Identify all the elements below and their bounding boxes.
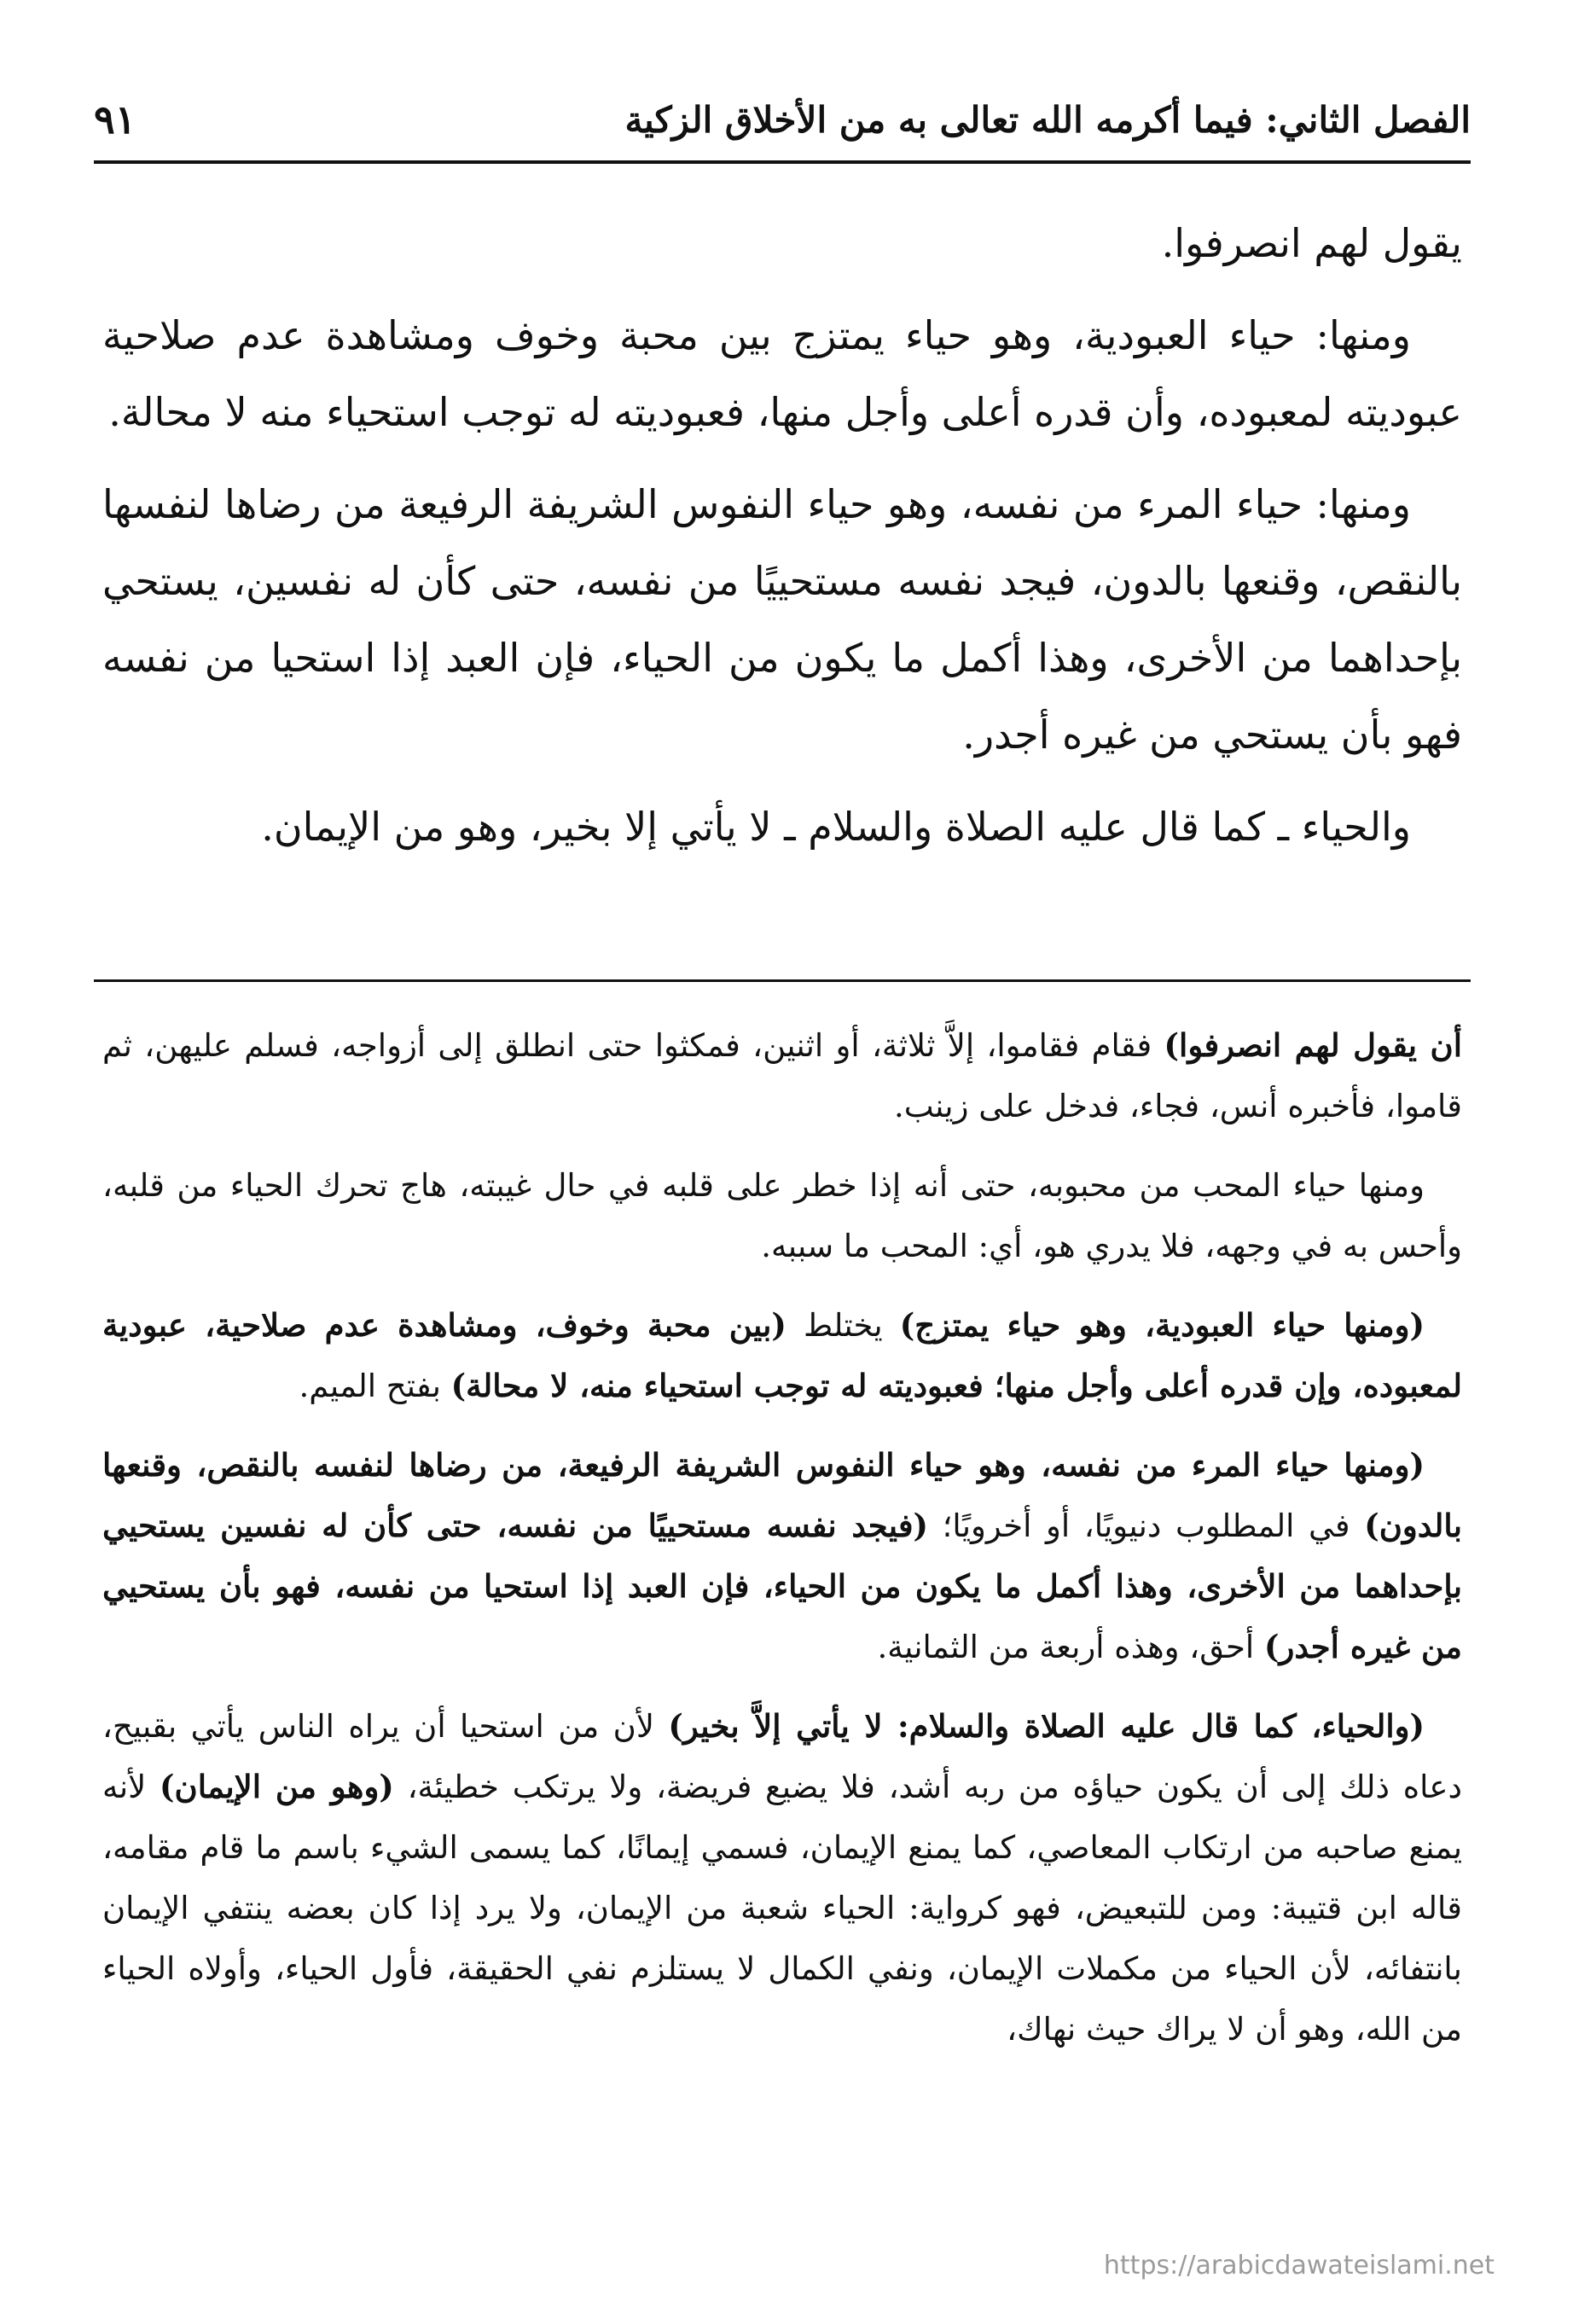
commentary-paragraph: [102, 1295, 1462, 1416]
main-paragraph: ومنها: حياء المرء من نفسه، وهو حياء النفوس الشريفة الرفيعة من رضاها لنفسها بالنقص، وقنعها بالدون، فيجد نفسه مستحييًا من نفسه، حتى كأن له نفسين، يستحي بإحداهما من الأخرى، وهذا أكمل ما يكون من الحياء، فإن العبد إذا استحيا من نفسه فهو بأن يستحي من غيره أجدر.: [102, 481, 1462, 758]
commentary-text-run: في المطلوب دنيويًا، أو أخرويًا؛: [928, 1508, 1365, 1544]
commentary-text-run: ومنها حياء المحب من محبوبه، حتى أنه إذا خطر على قلبه في حال غيبته، هاج تحرك الحياء من قلبه، وأحس به في وجهه، فلا يدري هو، أي: المحب ما سببه.: [102, 1167, 1462, 1264]
commentary-paragraph: [102, 1435, 1462, 1677]
main-paragraph: والحياء ـ كما قال عليه الصلاة والسلام ـ لا يأتي إلا بخير، وهو من الإيمان.: [261, 804, 1411, 850]
page-number: ٩١: [94, 96, 136, 142]
chapter-title: الفصل الثاني: فيما أكرمه الله تعالى به من الأخلاق الزكية: [624, 98, 1471, 141]
commentary-text-run: أحق، وهذه أربعة من الثمانية.: [877, 1629, 1264, 1665]
commentary-text-run: لأن من استحيا أن يراه الناس يأتي بقبيح، دعاه ذلك إلى أن يكون حياؤه من ربه أشد، فلا يضيع فريضة، ولا يرتكب خطيئة،: [102, 1708, 1462, 1805]
commentary-text-run: بفتح الميم.: [299, 1368, 451, 1404]
quoted-matn: (ومنها حياء العبودية، وهو حياء يمتزج): [899, 1306, 1425, 1344]
main-paragraph: يقول لهم انصرفوا.: [1161, 220, 1462, 266]
main-paragraph: ومنها: حياء العبودية، وهو حياء يمتزج بين محبة وخوف ومشاهدة عدم صلاحية عبوديته لمعبوده، وأن قدره أعلى وأجل منها، فعبوديته له توجب استحياء منه لا محالة.: [102, 312, 1462, 435]
main-text: [102, 205, 1462, 880]
quoted-matn: (فيجد نفسه مستحييًا من نفسه، حتى كأن له نفسين يستحيي بإحداهما من الأخرى، وهذا أكمل ما يكون من الحياء، فإن العبد إذا استحيا من نفسه، فهو بأن يستحيي من غيره أجدر): [102, 1507, 1462, 1665]
commentary-paragraph: [102, 1015, 1462, 1136]
quoted-matn: (وهو من الإيمان): [160, 1768, 394, 1805]
commentary-text-run: لأنه يمنع صاحبه من ارتكاب المعاصي، كما يمنع الإيمان، فسمي إيمانًا، كما يسمى الشيء باسم ما قام مقامه، قاله ابن قتيبة: ومن للتبعيض، فهو كرواية: الحياء شعبة من الإيمان، ولا يرد إذا كان بعضه ينتفي الإيمان بانتفائه، لأن الحياء من مكملات الإيمان، ونفي الكمال لا يستلزم نفي الحقيقة، فأول الحياء، وأولاه الحياء من الله، وهو أن لا يراك حيث نهاك،: [102, 1769, 1462, 2048]
commentary-paragraph: [102, 1155, 1462, 1276]
commentary-divider: [94, 979, 1471, 982]
watermark-url: https://arabicdawateislami.net: [1103, 2251, 1495, 2280]
quoted-matn: (ومنها حياء المرء من نفسه، وهو حياء النفوس الشريفة الرفيعة، من رضاها لنفسه بالنقص، وقنعها بالدون): [102, 1446, 1462, 1544]
commentary-text-run: فقام فقاموا، إلاَّ ثلاثة، أو اثنين، فمكثوا حتى انطلق إلى أزواجه، فسلم عليهن، ثم قاموا، فأخبره أنس، فجاء، فدخل على زينب.: [102, 1027, 1462, 1124]
quoted-matn: (بين محبة وخوف، ومشاهدة عدم صلاحية، عبودية لمعبوده، وإن قدره أعلى وأجل منها؛ فعبوديته له توجب استحياء منه، لا محالة): [102, 1306, 1462, 1404]
quoted-matn: أن يقول لهم انصرفوا): [1164, 1026, 1462, 1064]
commentary-paragraph: [102, 1696, 1462, 2060]
commentary-text-run: يختلط: [786, 1307, 900, 1344]
commentary-text: [102, 1015, 1462, 2078]
page-header: [94, 78, 1471, 160]
header-divider: [94, 160, 1471, 164]
quoted-matn: (والحياء، كما قال عليه الصلاة والسلام: لا يأتي إلاَّ بخير): [668, 1707, 1425, 1745]
